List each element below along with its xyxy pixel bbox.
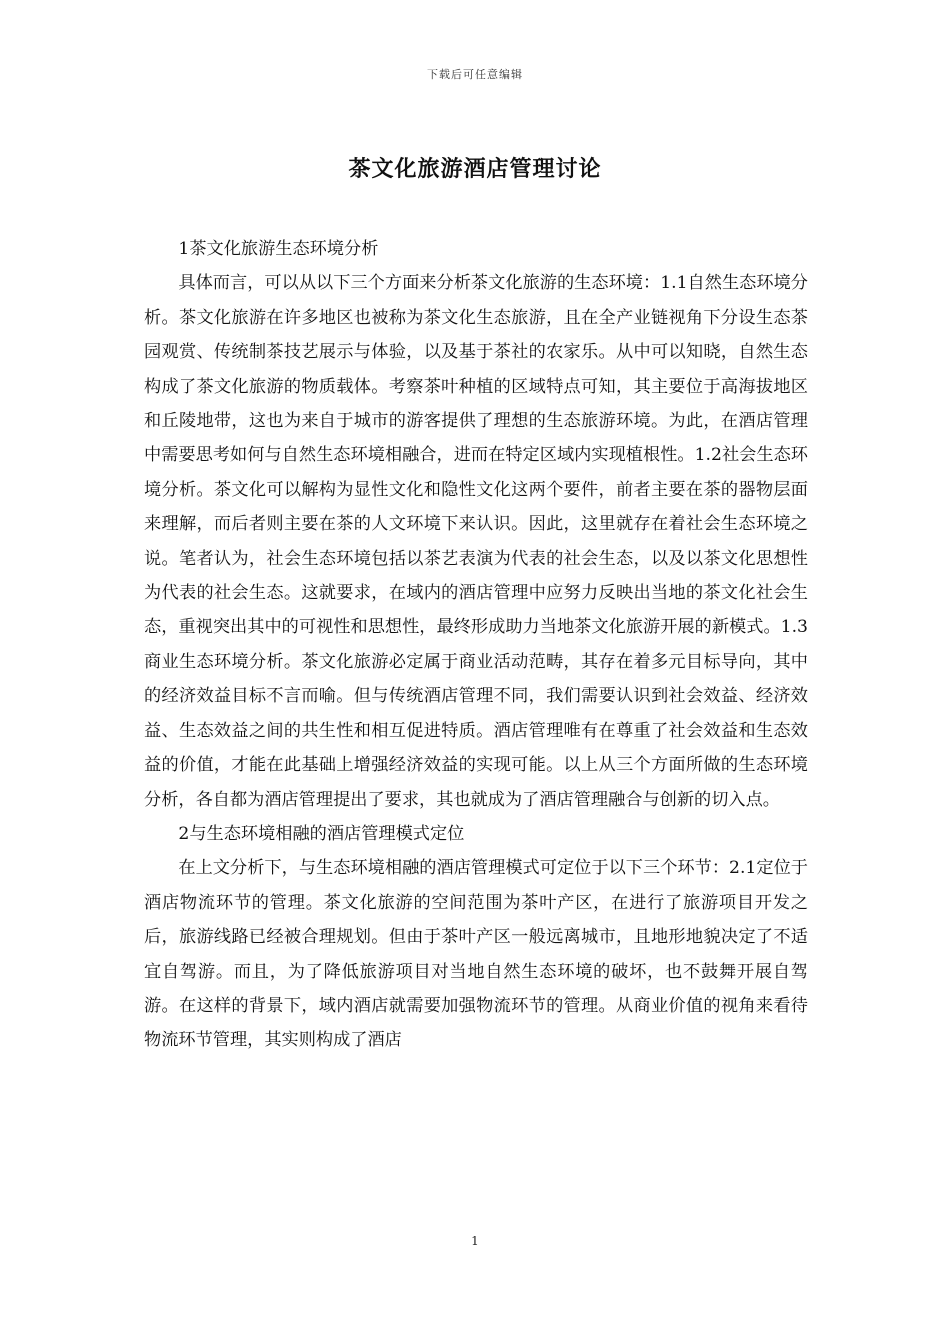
document-body bbox=[144, 232, 808, 1058]
section-heading-2: 2与生态环境相融的酒店管理模式定位 bbox=[178, 823, 465, 844]
body-paragraph-2: 在上文分析下，与生态环境相融的酒店管理模式可定位于以下三个环节：2.1定位于酒店物流环节的管理。茶文化旅游的空间范围为茶叶产区，在进行了旅游项目开发之后，旅游线路已经被合理规划。但由于茶叶产区一般远离城市，且地形地貌决定了不适宜自驾游。而且，为了降低旅游项目对当地自然生态环境的破坏，也不鼓舞开展自驾游。在这样的背景下，域内酒店就需要加强物流环节的管理。从商业价值的视角来看待物流环节管理，其实则构成了酒店 bbox=[144, 858, 808, 1051]
page-header-note: 下载后可任意编辑 bbox=[427, 68, 523, 81]
body-paragraph-1: 具体而言，可以从以下三个方面来分析茶文化旅游的生态环境：1.1自然生态环境分析。茶文化旅游在许多地区也被称为茶文化生态旅游，且在全产业链视角下分设生态茶园观赏、传统制茶技艺展示与体验，以及基于茶社的农家乐。从中可以知晓，自然生态构成了茶文化旅游的物质载体。考察茶叶种植的区域特点可知，其主要位于高海拔地区和丘陵地带，这也为来自于城市的游客提供了理想的生态旅游环境。为此，在酒店管理中需要思考如何与自然生态环境相融合，进而在特定区域内实现植根性。1.2社会生态环境分析。茶文化可以解构为显性文化和隐性文化这两个要件，前者主要在茶的器物层面来理解，而后者则主要在茶的人文环境下来认识。因此，这里就存在着社会生态环境之说。笔者认为，社会生态环境包括以茶艺表演为代表的社会生态，以及以茶文化思想性为代表的社会生态。这就要求，在域内的酒店管理中应努力反映出当地的茶文化社会生态，重视突出其中的可视性和思想性，最终形成助力当地茶文化旅游开展的新模式。1.3商业生态环境分析。茶文化旅游必定属于商业活动范畴，其存在着多元目标导向，其中的经济效益目标不言而喻。但与传统酒店管理不同，我们需要认识到社会效益、经济效益、生态效益之间的共生性和相互促进特质。酒店管理唯有在尊重了社会效益和生态效益的价值，才能在此基础上增强经济效益的实现可能。以上从三个方面所做的生态环境分析，各自都为酒店管理提出了要求，其也就成为了酒店管理融合与创新的切入点。 bbox=[144, 273, 808, 810]
page-number: 1 bbox=[471, 1234, 479, 1248]
section-heading-1: 1茶文化旅游生态环境分析 bbox=[178, 239, 379, 259]
document-title: 茶文化旅游酒店管理讨论 bbox=[348, 156, 602, 182]
